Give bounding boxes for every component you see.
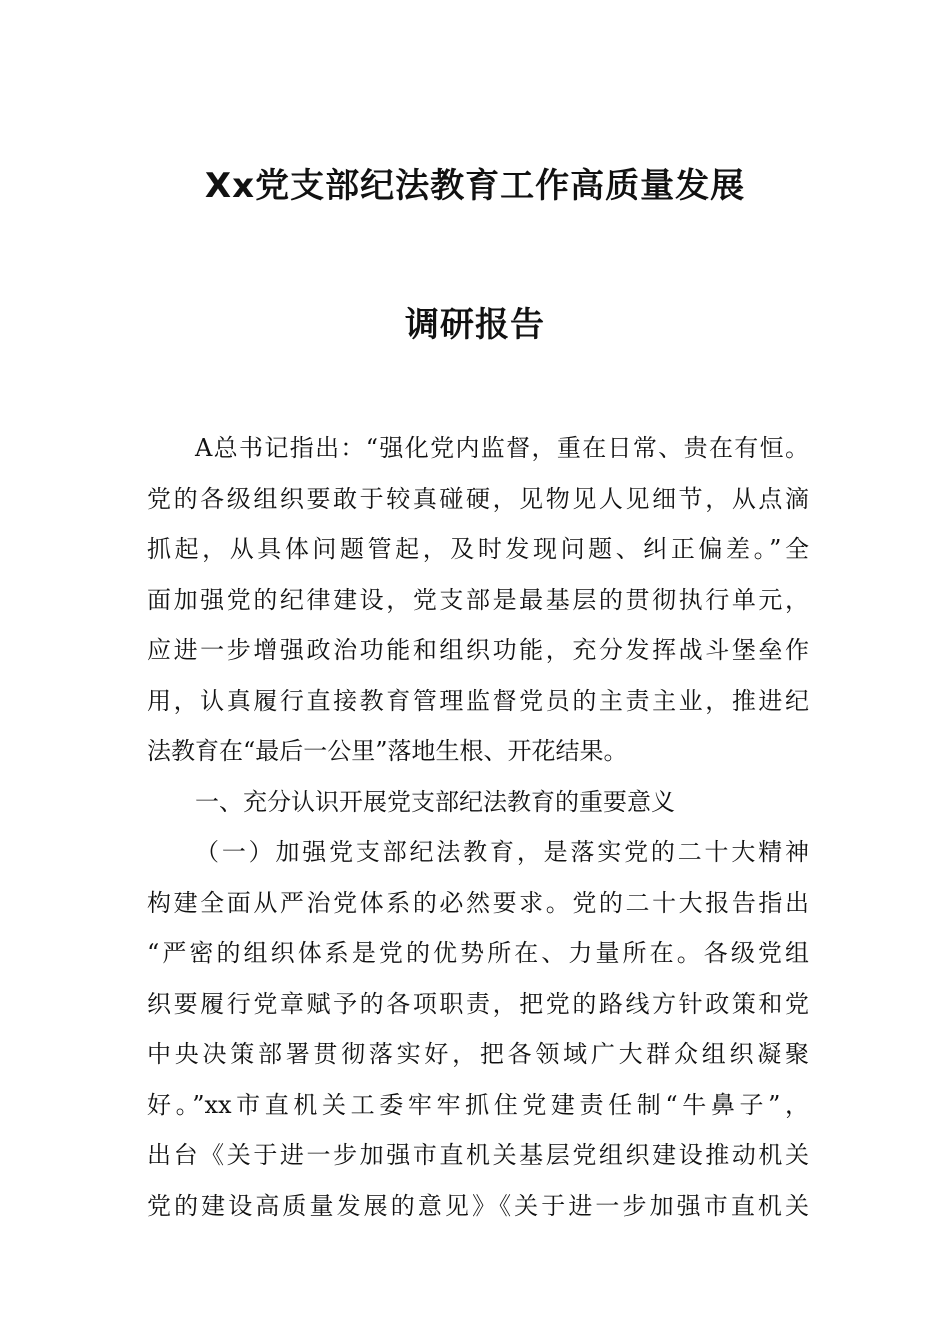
- document-body: [147, 428, 809, 1236]
- paragraph-line: （一）加强党支部纪法教育，是落实党的二十大精神: [195, 838, 809, 866]
- paragraph-line: 构建全面从严治党体系的必然要求。党的二十大报告指出: [147, 888, 809, 917]
- paragraph-line: 面加强党的纪律建设，党支部是最基层的贯彻执行单元，: [147, 585, 809, 614]
- document-title-line-2: 调研报告: [405, 305, 545, 345]
- paragraph-line: 党的各级组织要敢于较真碰硬，见物见人见细节，从点滴: [147, 484, 809, 513]
- paragraph-line: 党的建设高质量发展的意见》《关于进一步加强市直机关: [147, 1191, 809, 1220]
- paragraph-line: 好。”xx市直机关工委牢牢抓住党建责任制“牛鼻子”，: [147, 1090, 809, 1119]
- paragraph-line: 法教育在“最后一公里”落地生根、开花结果。: [147, 737, 628, 765]
- paragraph-line: 应进一步增强政治功能和组织功能，充分发挥战斗堡垒作: [147, 636, 809, 664]
- paragraph-line: 用，认真履行直接教育管理监督党员的主责主业，推进纪: [147, 686, 809, 715]
- paragraph-line: A总书记指出：“强化党内监督，重在日常、贵在有恒。: [195, 434, 809, 462]
- paragraph-line: 抓起，从具体问题管起，及时发现问题、纠正偏差。”全: [147, 535, 809, 563]
- paragraph-line: 中央决策部署贯彻落实好，把各领域广大群众组织凝聚: [147, 1040, 809, 1068]
- paragraph-line: 出台《关于进一步加强市直机关基层党组织建设推动机关: [147, 1141, 809, 1169]
- document-title-line-1: Xx党支部纪法教育工作高质量发展: [204, 166, 746, 206]
- section-heading: 一、充分认识开展党支部纪法教育的重要意义: [195, 787, 675, 816]
- paragraph-line: “严密的组织体系是党的优势所在、力量所在。各级党组: [147, 939, 809, 967]
- paragraph-line: 织要履行党章赋予的各项职责，把党的路线方针政策和党: [147, 989, 809, 1018]
